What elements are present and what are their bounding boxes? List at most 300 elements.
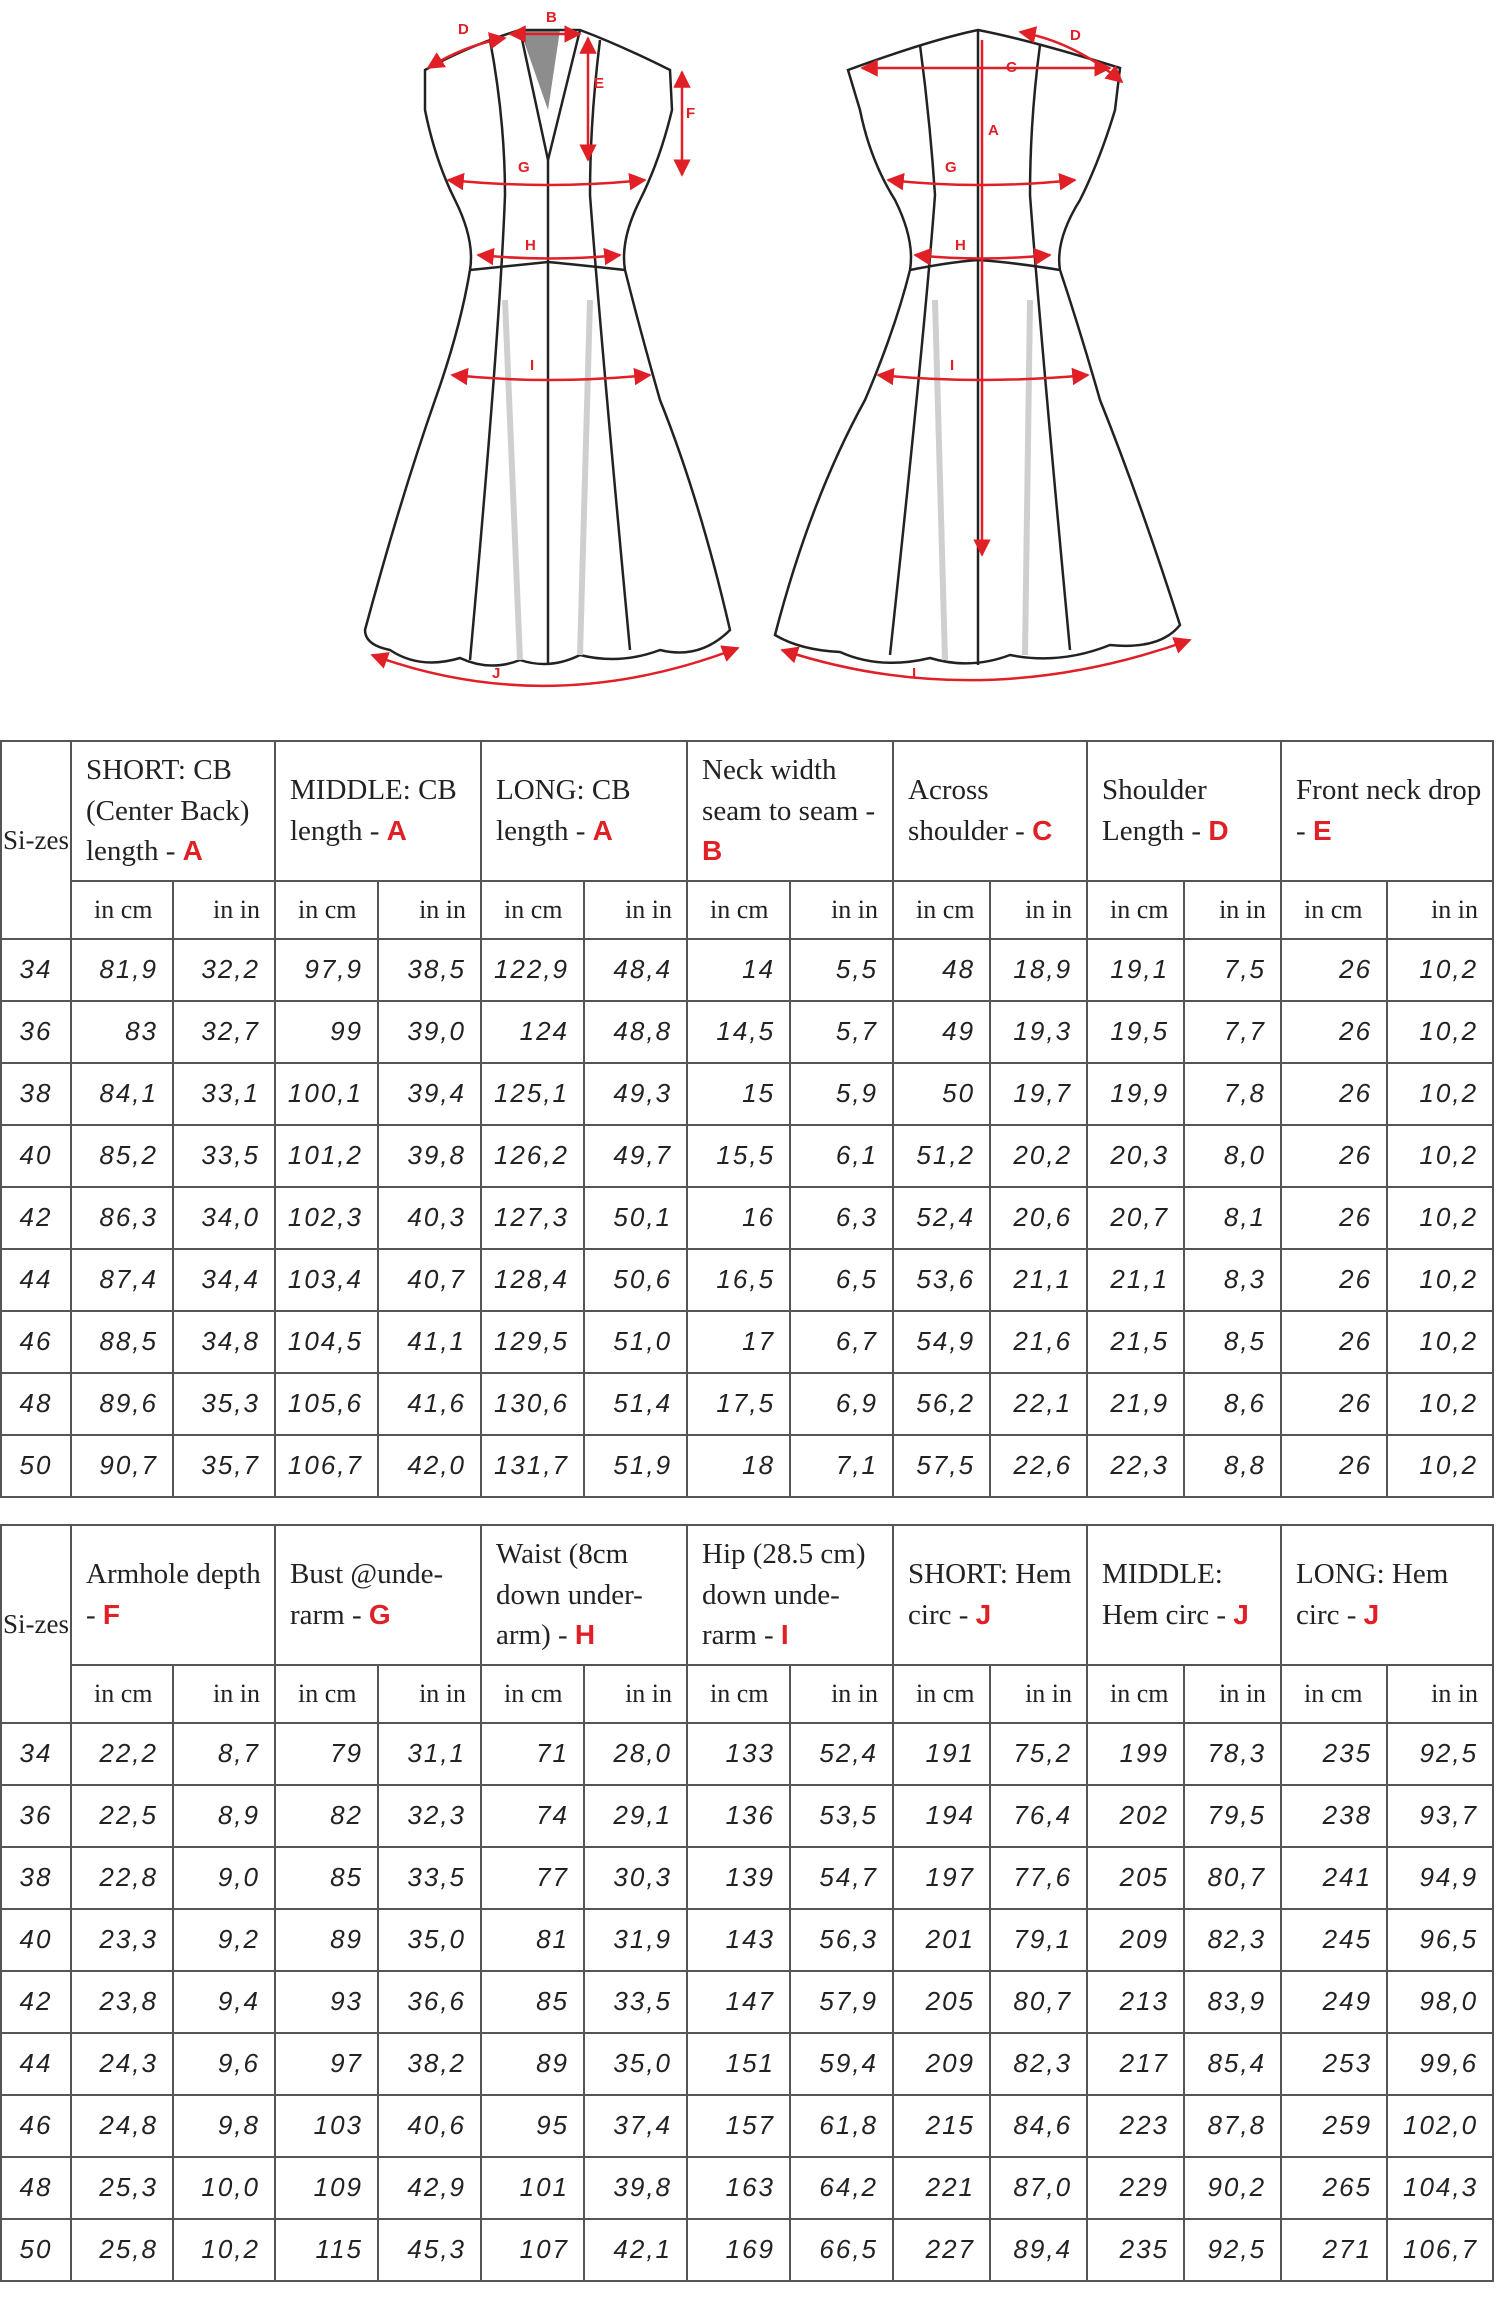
table-row [1, 1311, 1493, 1373]
unit-cm-header: in cm [1087, 881, 1184, 939]
value-cell: 235 [1281, 1723, 1387, 1785]
value-cell: 26 [1281, 1063, 1387, 1125]
value-cell: 49 [893, 1001, 990, 1063]
value-cell: 10,2 [1387, 1187, 1493, 1249]
value-cell: 106,7 [275, 1435, 378, 1497]
front-label-b: B [546, 9, 557, 26]
value-cell: 49,3 [584, 1063, 687, 1125]
col-header-shoulder-length: Shoulder Length - D [1087, 741, 1281, 881]
size-cell: 40 [1, 1125, 71, 1187]
value-cell: 39,8 [378, 1125, 481, 1187]
unit-in-header: in in [173, 881, 275, 939]
value-cell: 5,9 [790, 1063, 893, 1125]
size-cell: 50 [1, 1435, 71, 1497]
value-cell: 127,3 [481, 1187, 584, 1249]
size-cell: 38 [1, 1063, 71, 1125]
value-cell: 7,8 [1184, 1063, 1281, 1125]
value-cell: 40,6 [378, 2095, 481, 2157]
value-cell: 259 [1281, 2095, 1387, 2157]
unit-in-header: in in [584, 1665, 687, 1723]
unit-row [1, 881, 1493, 939]
value-cell: 9,0 [173, 1847, 275, 1909]
value-cell: 20,3 [1087, 1125, 1184, 1187]
value-cell: 93,7 [1387, 1785, 1493, 1847]
value-cell: 79,5 [1184, 1785, 1281, 1847]
unit-cm-header: in cm [71, 881, 173, 939]
value-cell: 31,1 [378, 1723, 481, 1785]
unit-cm-header: in cm [893, 881, 990, 939]
value-cell: 42,0 [378, 1435, 481, 1497]
back-label-d: D [1070, 27, 1081, 44]
value-cell: 9,8 [173, 2095, 275, 2157]
value-cell: 34,0 [173, 1187, 275, 1249]
value-cell: 10,2 [1387, 1125, 1493, 1187]
value-cell: 76,4 [990, 1785, 1087, 1847]
value-cell: 77,6 [990, 1847, 1087, 1909]
value-cell: 92,5 [1387, 1723, 1493, 1785]
back-measure-lines [782, 32, 1190, 680]
value-cell: 199 [1087, 1723, 1184, 1785]
value-cell: 191 [893, 1723, 990, 1785]
value-cell: 238 [1281, 1785, 1387, 1847]
value-cell: 102,3 [275, 1187, 378, 1249]
value-cell: 23,8 [71, 1971, 173, 2033]
unit-in-header: in in [378, 881, 481, 939]
front-label-f: F [686, 105, 696, 122]
value-cell: 80,7 [990, 1971, 1087, 2033]
value-cell: 89,6 [71, 1373, 173, 1435]
value-cell: 10,2 [1387, 1249, 1493, 1311]
unit-cm-header: in cm [481, 1665, 584, 1723]
value-cell: 8,9 [173, 1785, 275, 1847]
value-cell: 85 [275, 1847, 378, 1909]
value-cell: 95 [481, 2095, 584, 2157]
size-cell: 34 [1, 939, 71, 1001]
value-cell: 28,0 [584, 1723, 687, 1785]
front-label-d: D [458, 21, 469, 38]
value-cell: 17 [687, 1311, 790, 1373]
unit-in-header: in in [790, 1665, 893, 1723]
value-cell: 209 [893, 2033, 990, 2095]
value-cell: 22,3 [1087, 1435, 1184, 1497]
value-cell: 85,2 [71, 1125, 173, 1187]
value-cell: 109 [275, 2157, 378, 2219]
value-cell: 104,5 [275, 1311, 378, 1373]
value-cell: 8,6 [1184, 1373, 1281, 1435]
value-cell: 157 [687, 2095, 790, 2157]
size-cell: 50 [1, 2219, 71, 2281]
table-row [1, 1435, 1493, 1497]
value-cell: 35,7 [173, 1435, 275, 1497]
value-cell: 265 [1281, 2157, 1387, 2219]
value-cell: 89 [481, 2033, 584, 2095]
value-cell: 79,1 [990, 1909, 1087, 1971]
front-measure-labels [458, 9, 695, 682]
value-cell: 221 [893, 2157, 990, 2219]
value-cell: 128,4 [481, 1249, 584, 1311]
value-cell: 82,3 [990, 2033, 1087, 2095]
value-cell: 33,5 [584, 1971, 687, 2033]
unit-cm-header: in cm [1281, 881, 1387, 939]
value-cell: 26 [1281, 1311, 1387, 1373]
value-cell: 19,5 [1087, 1001, 1184, 1063]
value-cell: 19,7 [990, 1063, 1087, 1125]
value-cell: 101,2 [275, 1125, 378, 1187]
back-label-h: H [955, 237, 966, 254]
value-cell: 215 [893, 2095, 990, 2157]
unit-in-header: in in [990, 881, 1087, 939]
value-cell: 245 [1281, 1909, 1387, 1971]
value-cell: 8,5 [1184, 1311, 1281, 1373]
table-row [1, 1187, 1493, 1249]
value-cell: 21,5 [1087, 1311, 1184, 1373]
value-cell: 84,1 [71, 1063, 173, 1125]
value-cell: 92,5 [1184, 2219, 1281, 2281]
value-cell: 54,9 [893, 1311, 990, 1373]
value-cell: 90,2 [1184, 2157, 1281, 2219]
value-cell: 21,6 [990, 1311, 1087, 1373]
value-cell: 35,3 [173, 1373, 275, 1435]
value-cell: 6,7 [790, 1311, 893, 1373]
value-cell: 131,7 [481, 1435, 584, 1497]
table-row [1, 1373, 1493, 1435]
back-label-a: A [988, 122, 999, 139]
value-cell: 42,9 [378, 2157, 481, 2219]
front-label-e: E [594, 75, 605, 92]
value-cell: 241 [1281, 1847, 1387, 1909]
value-cell: 19,3 [990, 1001, 1087, 1063]
value-cell: 52,4 [893, 1187, 990, 1249]
value-cell: 82,3 [1184, 1909, 1281, 1971]
col-header-neck-width: Neck width seam to seam - B [687, 741, 893, 881]
size-cell: 36 [1, 1001, 71, 1063]
value-cell: 84,6 [990, 2095, 1087, 2157]
value-cell: 26 [1281, 939, 1387, 1001]
value-cell: 122,9 [481, 939, 584, 1001]
size-cell: 38 [1, 1847, 71, 1909]
value-cell: 10,2 [1387, 1063, 1493, 1125]
value-cell: 163 [687, 2157, 790, 2219]
value-cell: 22,8 [71, 1847, 173, 1909]
unit-cm-header: in cm [893, 1665, 990, 1723]
value-cell: 26 [1281, 1001, 1387, 1063]
back-label-g: G [945, 159, 957, 176]
value-cell: 151 [687, 2033, 790, 2095]
col-header-middle-cb: MIDDLE: CB length - A [275, 741, 481, 881]
col-header-long-hem: LONG: Hem circ - J [1281, 1525, 1493, 1665]
value-cell: 227 [893, 2219, 990, 2281]
unit-in-header: in in [1387, 881, 1493, 939]
value-cell: 100,1 [275, 1063, 378, 1125]
size-cell: 42 [1, 1971, 71, 2033]
value-cell: 81,9 [71, 939, 173, 1001]
size-cell: 40 [1, 1909, 71, 1971]
value-cell: 56,2 [893, 1373, 990, 1435]
value-cell: 14,5 [687, 1001, 790, 1063]
table-row [1, 939, 1493, 1001]
value-cell: 59,4 [790, 2033, 893, 2095]
table-row [1, 2095, 1493, 2157]
value-cell: 202 [1087, 1785, 1184, 1847]
table-row [1, 1001, 1493, 1063]
value-cell: 18,9 [990, 939, 1087, 1001]
size-cell: 46 [1, 1311, 71, 1373]
value-cell: 77 [481, 1847, 584, 1909]
value-cell: 52,4 [790, 1723, 893, 1785]
value-cell: 45,3 [378, 2219, 481, 2281]
value-cell: 57,5 [893, 1435, 990, 1497]
col-header-bust: Bust @unde-rarm - G [275, 1525, 481, 1665]
table-row [1, 1125, 1493, 1187]
value-cell: 40,7 [378, 1249, 481, 1311]
value-cell: 21,1 [1087, 1249, 1184, 1311]
unit-cm-header: in cm [275, 881, 378, 939]
value-cell: 102,0 [1387, 2095, 1493, 2157]
value-cell: 6,3 [790, 1187, 893, 1249]
value-cell: 56,3 [790, 1909, 893, 1971]
back-label-i-hip: I [950, 357, 955, 374]
value-cell: 42,1 [584, 2219, 687, 2281]
value-cell: 83 [71, 1001, 173, 1063]
value-cell: 194 [893, 1785, 990, 1847]
value-cell: 71 [481, 1723, 584, 1785]
value-cell: 26 [1281, 1125, 1387, 1187]
value-cell: 53,5 [790, 1785, 893, 1847]
value-cell: 85,4 [1184, 2033, 1281, 2095]
value-cell: 38,5 [378, 939, 481, 1001]
value-cell: 34,4 [173, 1249, 275, 1311]
value-cell: 20,7 [1087, 1187, 1184, 1249]
value-cell: 83,9 [1184, 1971, 1281, 2033]
value-cell: 249 [1281, 1971, 1387, 2033]
value-cell: 32,2 [173, 939, 275, 1001]
value-cell: 94,9 [1387, 1847, 1493, 1909]
value-cell: 104,3 [1387, 2157, 1493, 2219]
col-header-armhole-depth: Armhole depth - F [71, 1525, 275, 1665]
value-cell: 19,1 [1087, 939, 1184, 1001]
value-cell: 5,7 [790, 1001, 893, 1063]
value-cell: 23,3 [71, 1909, 173, 1971]
value-cell: 22,2 [71, 1723, 173, 1785]
value-cell: 48 [893, 939, 990, 1001]
value-cell: 97 [275, 2033, 378, 2095]
value-cell: 103,4 [275, 1249, 378, 1311]
table-row [1, 1909, 1493, 1971]
value-cell: 229 [1087, 2157, 1184, 2219]
value-cell: 81 [481, 1909, 584, 1971]
value-cell: 87,4 [71, 1249, 173, 1311]
value-cell: 87,8 [1184, 2095, 1281, 2157]
value-cell: 9,4 [173, 1971, 275, 2033]
front-view [365, 30, 730, 666]
value-cell: 33,5 [378, 1847, 481, 1909]
value-cell: 78,3 [1184, 1723, 1281, 1785]
value-cell: 49,7 [584, 1125, 687, 1187]
value-cell: 39,8 [584, 2157, 687, 2219]
value-cell: 26 [1281, 1249, 1387, 1311]
value-cell: 10,2 [1387, 1001, 1493, 1063]
value-cell: 124 [481, 1001, 584, 1063]
unit-in-header: in in [1184, 1665, 1281, 1723]
value-cell: 10,0 [173, 2157, 275, 2219]
value-cell: 7,7 [1184, 1001, 1281, 1063]
sizes-header: Si-zes [1, 741, 71, 939]
value-cell: 48,4 [584, 939, 687, 1001]
unit-cm-header: in cm [1087, 1665, 1184, 1723]
value-cell: 61,8 [790, 2095, 893, 2157]
value-cell: 133 [687, 1723, 790, 1785]
value-cell: 106,7 [1387, 2219, 1493, 2281]
col-header-short-hem: SHORT: Hem circ - J [893, 1525, 1087, 1665]
value-cell: 38,2 [378, 2033, 481, 2095]
value-cell: 107 [481, 2219, 584, 2281]
unit-cm-header: in cm [71, 1665, 173, 1723]
value-cell: 14 [687, 939, 790, 1001]
value-cell: 103 [275, 2095, 378, 2157]
value-cell: 8,3 [1184, 1249, 1281, 1311]
value-cell: 51,2 [893, 1125, 990, 1187]
value-cell: 97,9 [275, 939, 378, 1001]
value-cell: 26 [1281, 1373, 1387, 1435]
value-cell: 22,6 [990, 1435, 1087, 1497]
size-chart-table-1 [0, 740, 1494, 1498]
value-cell: 96,5 [1387, 1909, 1493, 1971]
value-cell: 21,1 [990, 1249, 1087, 1311]
table-row [1, 2033, 1493, 2095]
value-cell: 89,4 [990, 2219, 1087, 2281]
value-cell: 33,1 [173, 1063, 275, 1125]
value-cell: 8,0 [1184, 1125, 1281, 1187]
unit-in-header: in in [173, 1665, 275, 1723]
value-cell: 26 [1281, 1187, 1387, 1249]
table-row [1, 1971, 1493, 2033]
value-cell: 15,5 [687, 1125, 790, 1187]
value-cell: 48,8 [584, 1001, 687, 1063]
value-cell: 101 [481, 2157, 584, 2219]
value-cell: 35,0 [378, 1909, 481, 1971]
unit-in-header: in in [1184, 881, 1281, 939]
value-cell: 197 [893, 1847, 990, 1909]
unit-row [1, 1665, 1493, 1723]
col-header-front-neck-drop: Front neck drop - E [1281, 741, 1493, 881]
value-cell: 41,6 [378, 1373, 481, 1435]
unit-cm-header: in cm [687, 1665, 790, 1723]
value-cell: 87,0 [990, 2157, 1087, 2219]
value-cell: 209 [1087, 1909, 1184, 1971]
size-cell: 42 [1, 1187, 71, 1249]
value-cell: 16 [687, 1187, 790, 1249]
value-cell: 41,1 [378, 1311, 481, 1373]
value-cell: 169 [687, 2219, 790, 2281]
value-cell: 10,2 [173, 2219, 275, 2281]
col-header-middle-hem: MIDDLE: Hem circ - J [1087, 1525, 1281, 1665]
front-label-j: J [492, 665, 501, 682]
value-cell: 129,5 [481, 1311, 584, 1373]
size-cell: 48 [1, 1373, 71, 1435]
value-cell: 99 [275, 1001, 378, 1063]
value-cell: 7,5 [1184, 939, 1281, 1001]
value-cell: 20,2 [990, 1125, 1087, 1187]
value-cell: 20,6 [990, 1187, 1087, 1249]
value-cell: 8,1 [1184, 1187, 1281, 1249]
value-cell: 75,2 [990, 1723, 1087, 1785]
value-cell: 6,1 [790, 1125, 893, 1187]
unit-cm-header: in cm [687, 881, 790, 939]
value-cell: 205 [893, 1971, 990, 2033]
value-cell: 51,4 [584, 1373, 687, 1435]
value-cell: 16,5 [687, 1249, 790, 1311]
value-cell: 205 [1087, 1847, 1184, 1909]
size-cell: 48 [1, 2157, 71, 2219]
value-cell: 125,1 [481, 1063, 584, 1125]
value-cell: 82 [275, 1785, 378, 1847]
value-cell: 40,3 [378, 1187, 481, 1249]
value-cell: 25,3 [71, 2157, 173, 2219]
value-cell: 30,3 [584, 1847, 687, 1909]
size-cell: 36 [1, 1785, 71, 1847]
table-row [1, 1785, 1493, 1847]
size-cell: 44 [1, 1249, 71, 1311]
value-cell: 271 [1281, 2219, 1387, 2281]
value-cell: 50 [893, 1063, 990, 1125]
value-cell: 21,9 [1087, 1373, 1184, 1435]
col-header-long-cb: LONG: CB length - A [481, 741, 687, 881]
value-cell: 89 [275, 1909, 378, 1971]
value-cell: 115 [275, 2219, 378, 2281]
value-cell: 39,0 [378, 1001, 481, 1063]
value-cell: 90,7 [71, 1435, 173, 1497]
dress-technical-drawing [0, 0, 1500, 700]
back-view [775, 30, 1180, 665]
value-cell: 235 [1087, 2219, 1184, 2281]
value-cell: 57,9 [790, 1971, 893, 2033]
size-cell: 46 [1, 2095, 71, 2157]
table-row [1, 1847, 1493, 1909]
value-cell: 54,7 [790, 1847, 893, 1909]
value-cell: 24,3 [71, 2033, 173, 2095]
value-cell: 201 [893, 1909, 990, 1971]
value-cell: 5,5 [790, 939, 893, 1001]
value-cell: 147 [687, 1971, 790, 2033]
value-cell: 35,0 [584, 2033, 687, 2095]
col-header-across-shoulder: Across shoulder - C [893, 741, 1087, 881]
back-label-i-hem: I [912, 665, 917, 682]
unit-cm-header: in cm [481, 881, 584, 939]
value-cell: 74 [481, 1785, 584, 1847]
value-cell: 130,6 [481, 1373, 584, 1435]
value-cell: 99,6 [1387, 2033, 1493, 2095]
unit-cm-header: in cm [1281, 1665, 1387, 1723]
table-row [1, 1249, 1493, 1311]
value-cell: 51,0 [584, 1311, 687, 1373]
value-cell: 86,3 [71, 1187, 173, 1249]
table-row [1, 1723, 1493, 1785]
value-cell: 24,8 [71, 2095, 173, 2157]
value-cell: 32,3 [378, 1785, 481, 1847]
value-cell: 223 [1087, 2095, 1184, 2157]
unit-in-header: in in [790, 881, 893, 939]
size-chart-table-2 [0, 1524, 1494, 2282]
value-cell: 93 [275, 1971, 378, 2033]
value-cell: 80,7 [1184, 1847, 1281, 1909]
value-cell: 10,2 [1387, 1435, 1493, 1497]
value-cell: 136 [687, 1785, 790, 1847]
value-cell: 66,5 [790, 2219, 893, 2281]
col-header-waist: Waist (8cm down under-arm) - H [481, 1525, 687, 1665]
back-label-c: C [1006, 59, 1017, 76]
table-row [1, 2219, 1493, 2281]
value-cell: 79 [275, 1723, 378, 1785]
